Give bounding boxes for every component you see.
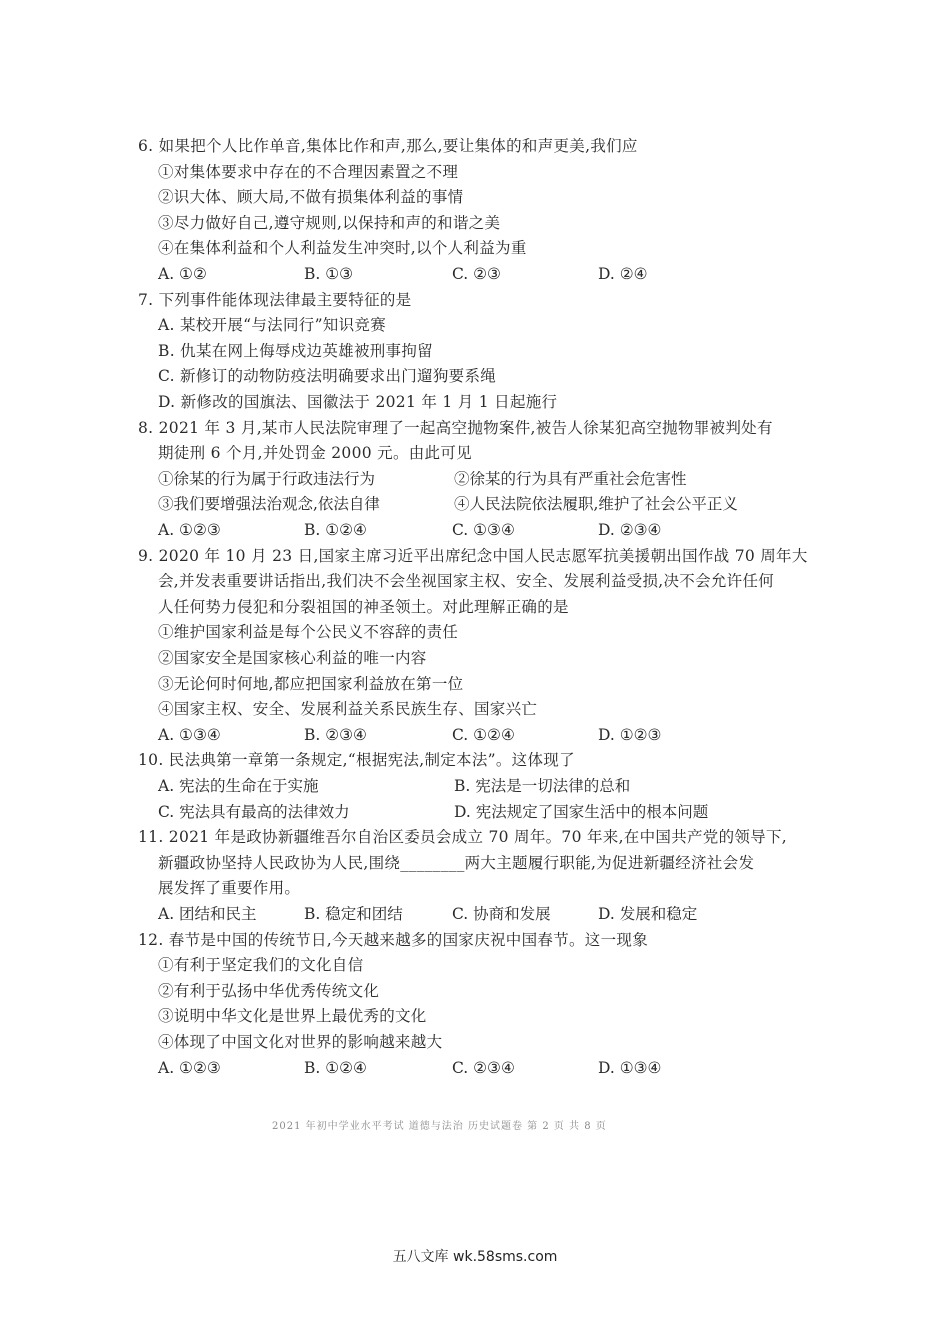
question-line: ②有利于弘扬中华优秀传统文化 [158,982,380,1000]
statement-item: C. 宪法具有最高的法律效力 [158,803,350,821]
question-stem: 7. 下列事件能体现法律最主要特征的是 [138,291,412,309]
answer-option: D. ①③④ [598,1059,662,1077]
question-line: ②国家安全是国家核心利益的唯一内容 [158,649,427,667]
question-line: D. 新修改的国旗法、国徽法于 2021 年 1 月 1 日起施行 [158,393,558,411]
question-line: C. 新修订的动物防疫法明确要求出门遛狗要系绳 [158,367,497,385]
question-stem: 6. 如果把个人比作单音,集体比作和声,那么,要让集体的和声更美,我们应 [138,137,638,155]
statement-item: ③我们要增强法治观念,依法自律 [158,495,380,513]
answer-option: B. 稳定和团结 [304,905,403,923]
question-stem: 12. 春节是中国的传统节日,今天越来越多的国家庆祝中国春节。这一现象 [138,931,649,949]
statement-item: B. 宪法是一切法律的总和 [454,777,631,795]
question-line: ③说明中华文化是世界上最优秀的文化 [158,1007,427,1025]
answer-option: C. ①②④ [452,726,515,744]
statement-item: ④人民法院依法履职,维护了社会公平正义 [454,495,738,513]
answer-option: A. ①②③ [158,1059,221,1077]
answer-option: A. 团结和民主 [158,905,257,923]
answer-option: D. 发展和稳定 [598,905,698,923]
question-line: 期徒刑 6 个月,并处罚金 2000 元。由此可见 [158,444,472,462]
site-watermark: 五八文库 wk.58sms.com [392,1249,558,1265]
question-line: ④在集体利益和个人利益发生冲突时,以个人利益为重 [158,239,527,257]
statement-item: D. 宪法规定了国家生活中的根本问题 [454,803,709,821]
question-line: 展发挥了重要作用。 [158,879,301,897]
question-stem: 11. 2021 年是政协新疆维吾尔自治区委员会成立 70 周年。70 年来,在中国共产党的领导下, [138,828,788,846]
answer-option: D. ①②③ [598,726,662,744]
question-line: 新疆政协坚持人民政协为人民,围绕________两大主题履行职能,为促进新疆经济社会发 [158,854,755,872]
question-line: ④体现了中国文化对世界的影响越来越大 [158,1033,443,1051]
answer-option: A. ①② [158,265,207,283]
answer-option: D. ②④ [598,265,648,283]
statement-item: ②徐某的行为具有严重社会危害性 [454,470,687,488]
answer-option: C. ②③ [452,265,501,283]
answer-option: C. 协商和发展 [452,905,551,923]
answer-option: B. ①②④ [304,1059,367,1077]
question-stem: 10. 民法典第一章第一条规定,“根据宪法,制定本法”。这体现了 [138,751,575,769]
question-line: ②识大体、顾大局,不做有损集体利益的事情 [158,188,464,206]
question-line: B. 仇某在网上侮辱戍边英雄被刑事拘留 [158,342,433,360]
question-stem: 9. 2020 年 10 月 23 日,国家主席习近平出席纪念中国人民志愿军抗美援朝出国作战 70 周年大 [138,547,808,565]
answer-option: B. ②③④ [304,726,367,744]
answer-option: A. ①③④ [158,726,221,744]
answer-option: C. ①③④ [452,521,515,539]
answer-option: A. ①②③ [158,521,221,539]
question-line: A. 某校开展“与法同行”知识竞赛 [158,316,386,334]
question-line: ①有利于坚定我们的文化自信 [158,956,364,974]
question-line: ①维护国家利益是每个公民义不容辞的责任 [158,623,459,641]
question-stem: 8. 2021 年 3 月,某市人民法院审理了一起高空抛物案件,被告人徐某犯高空抛物罪被判处有 [138,419,773,437]
answer-option: C. ②③④ [452,1059,515,1077]
statement-item: ①徐某的行为属于行政违法行为 [158,470,376,488]
statement-item: A. 宪法的生命在于实施 [158,777,319,795]
question-line: 人任何势力侵犯和分裂祖国的神圣领土。对此理解正确的是 [158,598,569,616]
answer-option: B. ①③ [304,265,354,283]
page-footer: 2021 年初中学业水平考试 道德与法治 历史试题卷 第 2 页 共 8 页 [272,1121,607,1132]
question-line: ①对集体要求中存在的不合理因素置之不理 [158,163,459,181]
answer-option: D. ②③④ [598,521,662,539]
question-line: ④国家主权、安全、发展利益关系民族生存、国家兴亡 [158,700,538,718]
answer-option: B. ①②④ [304,521,367,539]
question-line: 会,并发表重要讲话指出,我们决不会坐视国家主权、安全、发展利益受损,决不会允许任何 [158,572,775,590]
question-line: ③无论何时何地,都应把国家利益放在第一位 [158,675,464,693]
question-line: ③尽力做好自己,遵守规则,以保持和声的和谐之美 [158,214,501,232]
